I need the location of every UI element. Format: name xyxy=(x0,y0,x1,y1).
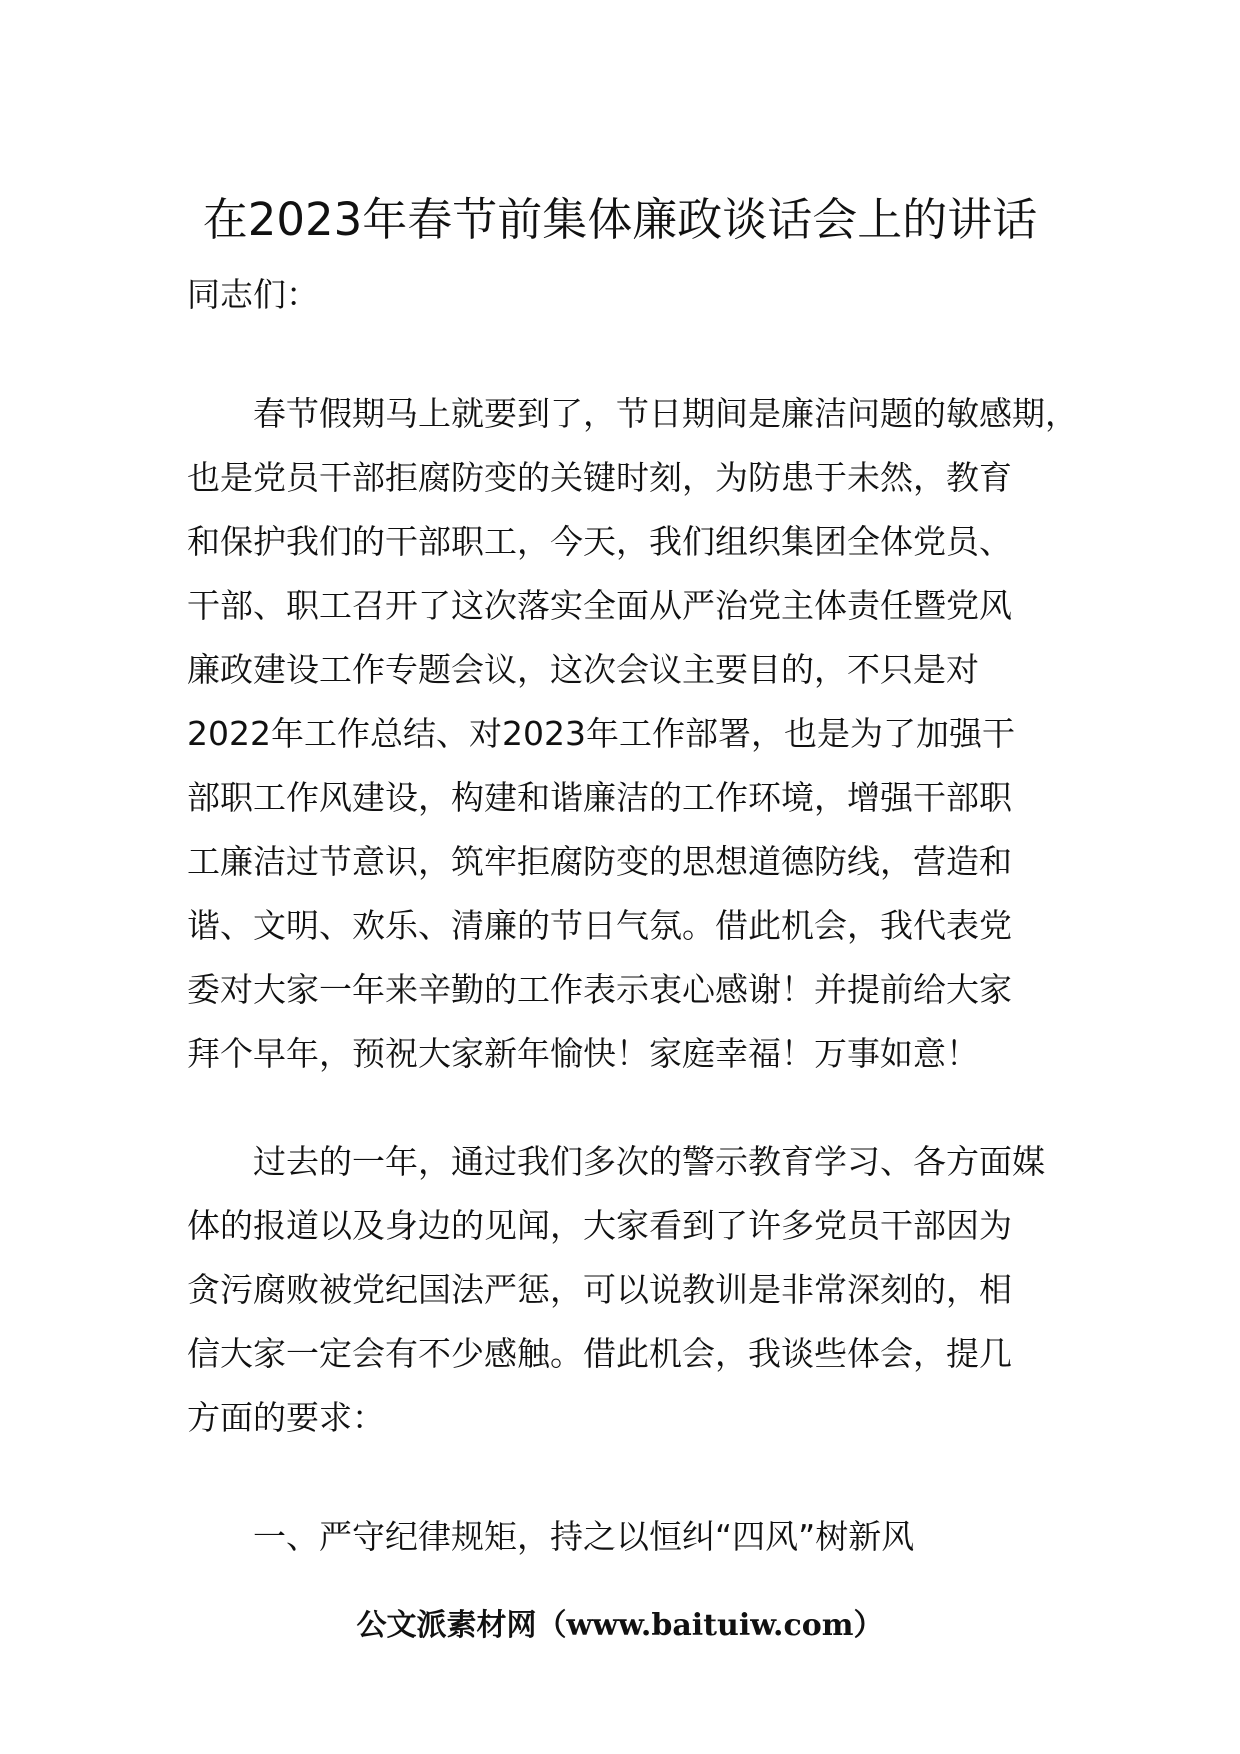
page-footer: 公文派素材网（www.baituiw.com） xyxy=(356,1608,884,1643)
document-title: 在2023年春节前集体廉政谈话会上的讲话 xyxy=(202,193,1038,246)
paragraph-line: 谐、文明、欢乐、清廉的节日气氛。借此机会，我代表党 xyxy=(187,906,1012,945)
salutation xyxy=(187,263,1087,327)
paragraph-line: 部职工作风建设，构建和谐廉洁的工作环境，增强干部职 xyxy=(187,778,1012,817)
paragraph-line: 贪污腐败被党纪国法严惩，可以说教训是非常深刻的，相 xyxy=(187,1270,1012,1309)
paragraph-line: 体的报道以及身边的见闻，大家看到了许多党员干部因为 xyxy=(187,1206,1012,1245)
section-heading-text: 一、严守纪律规矩，持之以恒纠“四风”树新风 xyxy=(253,1517,915,1556)
paragraph-line: 廉政建设工作专题会议，这次会议主要目的，不只是对 xyxy=(187,650,979,689)
paragraph-line: 方面的要求： xyxy=(187,1398,385,1437)
paragraph-line: 委对大家一年来辛勤的工作表示衷心感谢！并提前给大家 xyxy=(187,970,1012,1009)
paragraph-2 xyxy=(187,1130,1087,1450)
paragraph-line: 干部、职工召开了这次落实全面从严治党主体责任暨党风 xyxy=(187,586,1012,625)
paragraph-line: 过去的一年，通过我们多次的警示教育学习、各方面媒 xyxy=(253,1142,1045,1181)
paragraph-line: 也是党员干部拒腐防变的关键时刻，为防患于未然，教育 xyxy=(187,458,1012,497)
paragraph-1 xyxy=(187,382,1087,1086)
paragraph-line: 信大家一定会有不少感触。借此机会，我谈些体会，提几 xyxy=(187,1334,1012,1373)
paragraph-line: 和保护我们的干部职工，今天，我们组织集团全体党员、 xyxy=(187,522,1012,561)
paragraph-line: 拜个早年，预祝大家新年愉快！家庭幸福！万事如意！ xyxy=(187,1034,979,1073)
paragraph-line: 2022年工作总结、对2023年工作部署，也是为了加强干 xyxy=(187,714,1015,753)
paragraph-line: 春节假期马上就要到了，节日期间是廉洁问题的敏感期， xyxy=(253,394,1078,433)
salutation-text: 同志们： xyxy=(187,275,319,314)
section-heading xyxy=(187,1505,1087,1569)
paragraph-line: 工廉洁过节意识，筑牢拒腐防变的思想道德防线，营造和 xyxy=(187,842,1012,881)
